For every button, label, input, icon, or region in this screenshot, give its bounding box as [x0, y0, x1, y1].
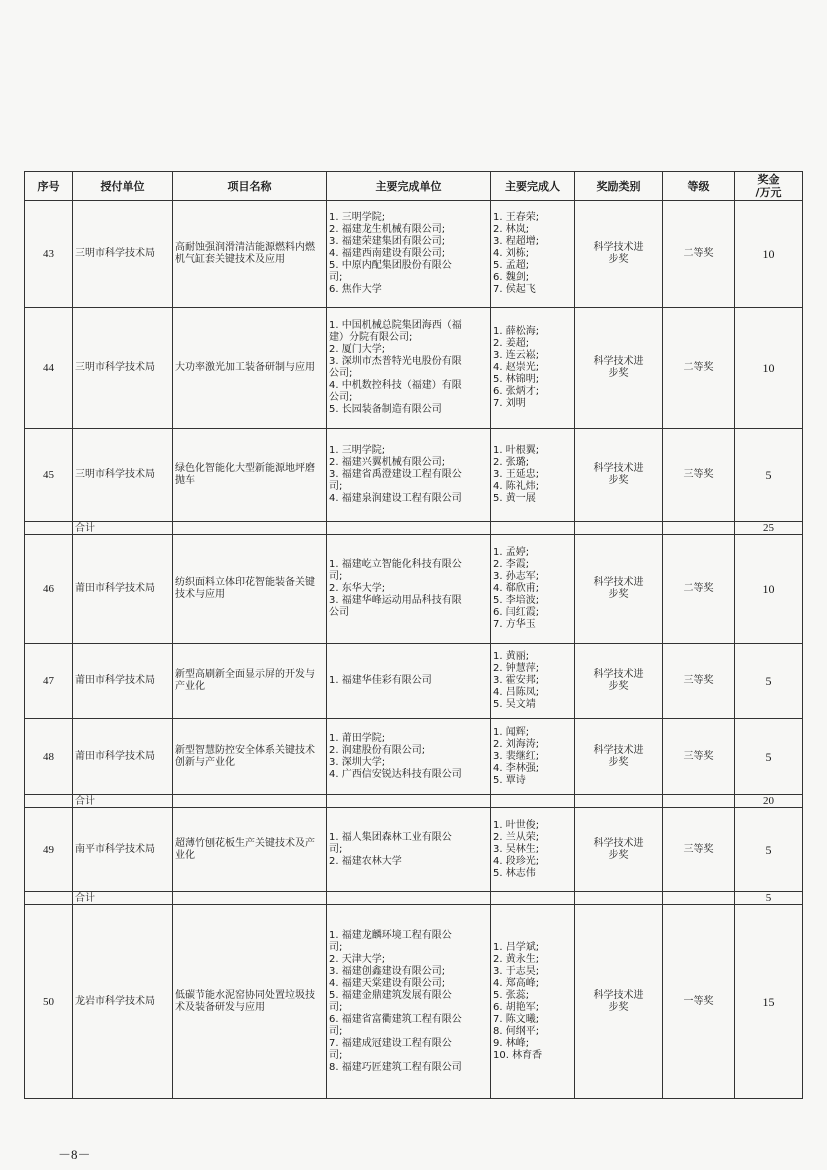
- table-row: [25, 644, 803, 719]
- row-grade: 二等奖: [663, 308, 735, 429]
- row-project: 大功率激光加工装备研制与应用: [173, 308, 327, 429]
- row-people: [491, 429, 575, 522]
- units-line: 4. 福建泉润建设工程有限公司: [329, 493, 462, 504]
- header-people: 主要完成人: [491, 172, 575, 201]
- row-units: [327, 905, 491, 1099]
- people-line: 1. 吕学斌;: [493, 941, 540, 953]
- subtotal-empty: [663, 892, 735, 905]
- row-prize: 10: [735, 201, 803, 308]
- row-category: 科学技术进步奖: [575, 644, 663, 719]
- people-line: 6. 闫红霞;: [493, 607, 540, 618]
- header-project: 项目名称: [173, 172, 327, 201]
- header-category: 奖励类别: [575, 172, 663, 201]
- units-line: 4. 福建西南建设有限公司;: [329, 248, 446, 259]
- units-line: 司;: [329, 272, 343, 283]
- units-line: 司;: [329, 941, 343, 953]
- row-recommender: 莆田市科学技术局: [73, 644, 173, 719]
- subtotal-label: 合计: [73, 795, 173, 808]
- subtotal-empty: [327, 892, 491, 905]
- table-row: [25, 535, 803, 644]
- units-line: 公司;: [329, 368, 353, 379]
- people-line: 1. 薛松海;: [493, 326, 540, 337]
- units-line: 司;: [329, 481, 343, 492]
- people-line: 4. 段珍光;: [493, 855, 540, 867]
- people-line: 7. 方华玉: [493, 619, 536, 630]
- people-line: 8. 何纲平;: [493, 1025, 540, 1037]
- units-line: 1. 福建华佳彩有限公司: [329, 675, 432, 686]
- units-line: 司;: [329, 1001, 343, 1013]
- units-line: 1. 福建龙麟环境工程有限公: [329, 929, 452, 941]
- row-units: [327, 808, 491, 892]
- people-line: 5. 林锦明;: [493, 374, 540, 385]
- units-line: 1. 中国机械总院集团海西（福: [329, 320, 462, 331]
- row-prize: 5: [735, 429, 803, 522]
- people-line: 6. 魏剑;: [493, 272, 530, 283]
- row-grade: 二等奖: [663, 535, 735, 644]
- row-category: 科学技术进步奖: [575, 808, 663, 892]
- subtotal-row: [25, 522, 803, 535]
- subtotal-empty: [575, 892, 663, 905]
- people-line: 2. 兰从荣;: [493, 831, 540, 843]
- people-line: 4. 赵崇光;: [493, 362, 540, 373]
- row-prize: 5: [735, 644, 803, 719]
- header-prize: 奖金 /万元: [735, 172, 803, 201]
- subtotal-empty: [575, 522, 663, 535]
- header-grade: 等级: [663, 172, 735, 201]
- units-line: 6. 焦作大学: [329, 284, 382, 295]
- units-line: 5. 长园装备制造有限公司: [329, 404, 442, 415]
- subtotal-empty: [173, 522, 327, 535]
- row-people: [491, 905, 575, 1099]
- units-line: 建）分院有限公司;: [329, 332, 413, 343]
- row-category: 科学技术进步奖: [575, 201, 663, 308]
- row-units: [327, 535, 491, 644]
- table-row: [25, 719, 803, 795]
- row-category: 科学技术进步奖: [575, 719, 663, 795]
- row-people: [491, 808, 575, 892]
- people-line: 4. 陈礼炜;: [493, 481, 540, 492]
- row-project: 超薄竹刨花板生产关键技术及产业化: [173, 808, 327, 892]
- people-line: 1. 孟婷;: [493, 547, 530, 558]
- people-line: 4. 郑高峰;: [493, 977, 540, 989]
- units-line: 6. 福建省富衢建筑工程有限公: [329, 1013, 462, 1025]
- row-people: [491, 535, 575, 644]
- units-line: 司;: [329, 1049, 343, 1061]
- row-project: 低碳节能水泥窑协同处置垃圾技术及装备研发与应用: [173, 905, 327, 1099]
- row-units: [327, 308, 491, 429]
- people-line: 1. 闻辉;: [493, 726, 530, 738]
- units-line: 7. 福建成冠建设工程有限公: [329, 1037, 452, 1049]
- units-line: 8. 福建巧匠建筑工程有限公司: [329, 1061, 462, 1073]
- row-category: 科学技术进步奖: [575, 429, 663, 522]
- people-line: 3. 连云崧;: [493, 350, 540, 361]
- row-people: [491, 308, 575, 429]
- units-line: 3. 福建创鑫建设有限公司;: [329, 965, 446, 977]
- row-seq: 45: [25, 429, 73, 522]
- subtotal-empty: [25, 795, 73, 808]
- row-units: [327, 644, 491, 719]
- subtotal-label: 合计: [73, 522, 173, 535]
- subtotal-empty: [663, 795, 735, 808]
- row-recommender: 莆田市科学技术局: [73, 535, 173, 644]
- header-units: 主要完成单位: [327, 172, 491, 201]
- row-project: 新型高刷新全面显示屏的开发与产业化: [173, 644, 327, 719]
- units-line: 4. 福建天棠建设有限公司;: [329, 977, 446, 989]
- people-line: 5. 林志伟: [493, 867, 536, 879]
- row-recommender: 三明市科学技术局: [73, 201, 173, 308]
- row-project: 新型智慧防控安全体系关键技术创新与产业化: [173, 719, 327, 795]
- people-line: 2. 黄永生;: [493, 953, 540, 965]
- row-prize: 5: [735, 719, 803, 795]
- units-line: 4. 中机数控科技（福建）有限: [329, 380, 462, 391]
- row-units: [327, 719, 491, 795]
- people-line: 3. 吴林生;: [493, 843, 540, 855]
- people-line: 1. 黄丽;: [493, 651, 530, 662]
- subtotal-row: [25, 892, 803, 905]
- units-line: 司;: [329, 1025, 343, 1037]
- units-line: 1. 福人集团森林工业有限公: [329, 831, 452, 843]
- people-line: 7. 陈文曦;: [493, 1013, 540, 1025]
- people-line: 3. 裴继红;: [493, 750, 540, 762]
- units-line: 2. 福建龙生机械有限公司;: [329, 224, 446, 235]
- row-seq: 50: [25, 905, 73, 1099]
- units-line: 3. 深圳大学;: [329, 756, 386, 768]
- people-line: 1. 叶世俊;: [493, 819, 540, 831]
- row-category: 科学技术进步奖: [575, 535, 663, 644]
- people-line: 10. 林育香: [493, 1049, 543, 1061]
- table-row: [25, 429, 803, 522]
- row-project: 绿色化智能化大型新能源地坪磨抛车: [173, 429, 327, 522]
- units-line: 2. 福建兴翼机械有限公司;: [329, 457, 446, 468]
- people-line: 7. 刘明: [493, 398, 526, 409]
- row-recommender: 南平市科学技术局: [73, 808, 173, 892]
- people-line: 3. 王延忠;: [493, 469, 540, 480]
- units-line: 司;: [329, 843, 343, 855]
- people-line: 5. 张蕊;: [493, 989, 530, 1001]
- units-line: 公司;: [329, 392, 353, 403]
- units-line: 5. 福建金鼎建筑发展有限公: [329, 989, 452, 1001]
- units-line: 1. 三明学院;: [329, 212, 386, 223]
- table-row: [25, 308, 803, 429]
- row-units: [327, 201, 491, 308]
- row-category: 科学技术进步奖: [575, 905, 663, 1099]
- units-line: 5. 中原内配集团股份有限公: [329, 260, 452, 271]
- people-line: 6. 胡艳军;: [493, 1001, 540, 1013]
- people-line: 9. 林峰;: [493, 1037, 530, 1049]
- subtotal-label: 合计: [73, 892, 173, 905]
- row-category: 科学技术进步奖: [575, 308, 663, 429]
- people-line: 5. 覃诗: [493, 774, 526, 786]
- row-seq: 46: [25, 535, 73, 644]
- people-line: 1. 叶根翼;: [493, 445, 540, 456]
- page-number: －8－: [58, 1147, 91, 1162]
- row-recommender: 三明市科学技术局: [73, 308, 173, 429]
- row-prize: 10: [735, 308, 803, 429]
- row-units: [327, 429, 491, 522]
- table-header-row: [25, 172, 803, 201]
- subtotal-value: 20: [735, 795, 803, 808]
- row-people: [491, 644, 575, 719]
- people-line: 4. 郗欣甫;: [493, 583, 540, 594]
- row-grade: 一等奖: [663, 905, 735, 1099]
- people-line: 3. 于志昊;: [493, 965, 540, 977]
- row-seq: 44: [25, 308, 73, 429]
- row-people: [491, 719, 575, 795]
- people-line: 4. 吕陈凤;: [493, 687, 540, 698]
- units-line: 1. 三明学院;: [329, 445, 386, 456]
- row-project: 高耐蚀强润滑清洁能源燃料内燃机气缸套关键技术及应用: [173, 201, 327, 308]
- subtotal-empty: [327, 795, 491, 808]
- people-line: 2. 林岚;: [493, 224, 530, 235]
- people-line: 5. 黄一展: [493, 493, 536, 504]
- row-seq: 47: [25, 644, 73, 719]
- row-seq: 49: [25, 808, 73, 892]
- row-seq: 48: [25, 719, 73, 795]
- units-line: 3. 深圳市杰普特光电股份有限: [329, 356, 462, 367]
- people-line: 4. 李林强;: [493, 762, 540, 774]
- header-recommender: 授付单位: [73, 172, 173, 201]
- subtotal-empty: [491, 892, 575, 905]
- people-line: 2. 刘海涛;: [493, 738, 540, 750]
- people-line: 2. 李霞;: [493, 559, 530, 570]
- award-table: [24, 171, 803, 1099]
- row-prize: 10: [735, 535, 803, 644]
- people-line: 3. 霍安邦;: [493, 675, 540, 686]
- units-line: 4. 广西信安锐达科技有限公司: [329, 768, 462, 780]
- row-grade: 二等奖: [663, 201, 735, 308]
- units-line: 2. 东华大学;: [329, 583, 386, 594]
- people-line: 3. 孙志军;: [493, 571, 540, 582]
- subtotal-empty: [491, 795, 575, 808]
- people-line: 2. 姜超;: [493, 338, 530, 349]
- units-line: 2. 福建农林大学: [329, 855, 402, 867]
- row-seq: 43: [25, 201, 73, 308]
- header-seq: 序号: [25, 172, 73, 201]
- row-grade: 三等奖: [663, 808, 735, 892]
- row-project: 纺织面料立体印花智能装备关键技术与应用: [173, 535, 327, 644]
- units-line: 1. 莆田学院;: [329, 732, 386, 744]
- row-grade: 三等奖: [663, 719, 735, 795]
- subtotal-row: [25, 795, 803, 808]
- table-row: [25, 905, 803, 1099]
- people-line: 2. 张璐;: [493, 457, 530, 468]
- row-prize: 5: [735, 808, 803, 892]
- units-line: 2. 天津大学;: [329, 953, 386, 965]
- people-line: 2. 钟慧萍;: [493, 663, 540, 674]
- people-line: 5. 吴文靖: [493, 699, 536, 710]
- subtotal-empty: [25, 892, 73, 905]
- people-line: 3. 程超增;: [493, 236, 540, 247]
- row-people: [491, 201, 575, 308]
- table-row: [25, 808, 803, 892]
- units-line: 公司: [329, 607, 349, 618]
- people-line: 4. 刘栋;: [493, 248, 530, 259]
- subtotal-empty: [663, 522, 735, 535]
- row-grade: 三等奖: [663, 644, 735, 719]
- row-recommender: 莆田市科学技术局: [73, 719, 173, 795]
- subtotal-empty: [173, 892, 327, 905]
- units-line: 3. 福建省禹澄建设工程有限公: [329, 469, 462, 480]
- subtotal-empty: [491, 522, 575, 535]
- units-line: 3. 福建荣建集团有限公司;: [329, 236, 446, 247]
- units-line: 2. 厦门大学;: [329, 344, 386, 355]
- row-grade: 三等奖: [663, 429, 735, 522]
- subtotal-value: 5: [735, 892, 803, 905]
- people-line: 5. 孟超;: [493, 260, 530, 271]
- row-prize: 15: [735, 905, 803, 1099]
- row-recommender: 龙岩市科学技术局: [73, 905, 173, 1099]
- people-line: 6. 张炳才;: [493, 386, 540, 397]
- row-recommender: 三明市科学技术局: [73, 429, 173, 522]
- people-line: 1. 王春荣;: [493, 212, 540, 223]
- subtotal-empty: [25, 522, 73, 535]
- units-line: 1. 福建屹立智能化科技有限公: [329, 559, 462, 570]
- units-line: 3. 福建华峰运动用品科技有限: [329, 595, 462, 606]
- people-line: 7. 侯起飞: [493, 284, 536, 295]
- subtotal-empty: [327, 522, 491, 535]
- units-line: 司;: [329, 571, 343, 582]
- subtotal-empty: [173, 795, 327, 808]
- subtotal-empty: [575, 795, 663, 808]
- table-row: [25, 201, 803, 308]
- people-line: 5. 李培波;: [493, 595, 540, 606]
- units-line: 2. 润建股份有限公司;: [329, 744, 426, 756]
- subtotal-value: 25: [735, 522, 803, 535]
